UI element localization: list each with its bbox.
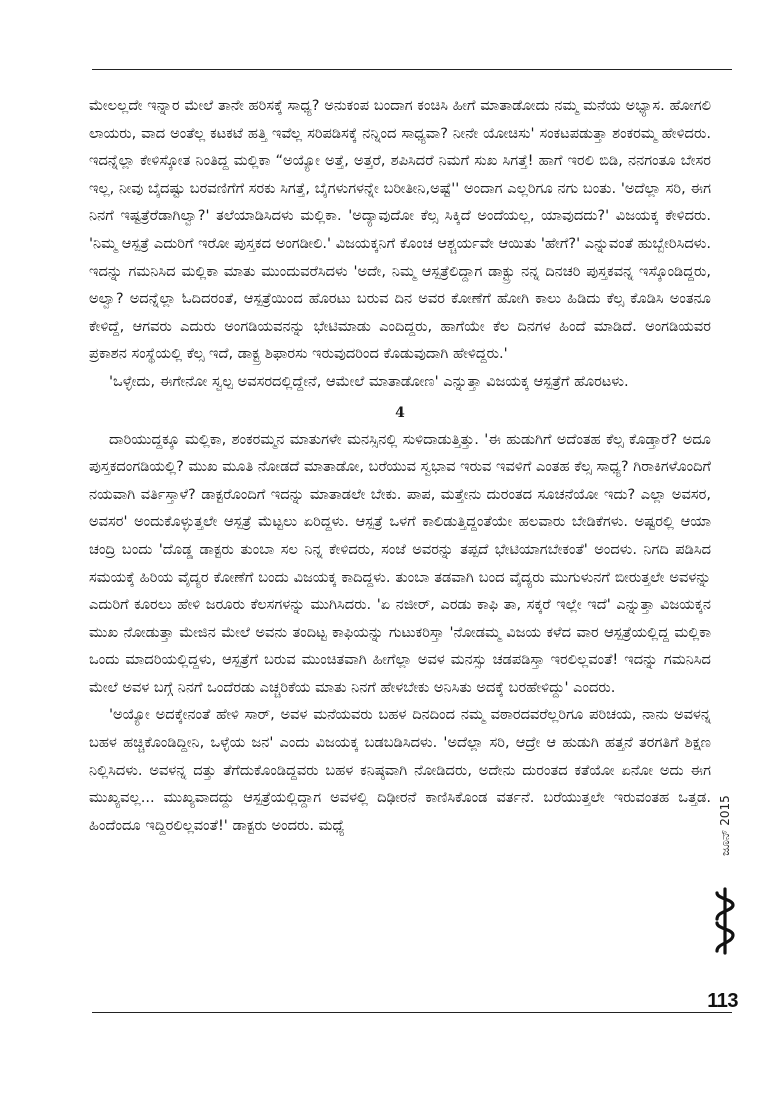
story-paragraph: 'ಒಳ್ಳೇದು, ಈಗೇನೋ ಸ್ವಲ್ಪ ಅವಸರದಲ್ಲಿದ್ದೇನೆ, ಆಮೇಲೆ ಮಾತಾಡೋಣ' ಎನ್ನುತ್ತಾ ವಿಜಯಕ್ಕ ಆಸ್ಪತ್ರೆಗೆ ಹೊರಟಳು. [109,372,629,390]
issue-date [713,770,737,880]
header-rule [92,69,732,70]
page-number: 113 [707,990,738,1012]
section-number: 4 [395,404,405,421]
story-paragraph: ದಾರಿಯುದ್ದಕ್ಕೂ ಮಲ್ಲಿಕಾ, ಶಂಕರಮ್ಮನ ಮಾತುಗಳೇ ಮನಸ್ಸಿನಲ್ಲಿ ಸುಳಿದಾಡುತ್ತಿತ್ತು. 'ಈ ಹುಡುಗಿಗೆ ಅದೆಂತಹ ಕೆಲ್ಸ ಕೊಡ್ತಾರೆ? ಅದೂ ಪುಸ್ತಕದಂಗಡಿಯಲ್ಲಿ? ಮುಖ ಮೂತಿ ನೋಡದೆ ಮಾತಾಡೋ, ಬರೆಯುವ ಸ್ವಭಾವ ಇರುವ ಇವಳಿಗೆ ಎಂತಹ ಕೆಲ್ಸ ಸಾಧ್ಯ? ಗಿರಾಕಿಗಳೊಂದಿಗೆ ನಯವಾಗಿ ವರ್ತಿಸ್ತಾಳೆ? ಡಾಕ್ಟರೊಂದಿಗೆ ಇದನ್ನು ಮಾತಾಡಲೇ ಬೇಕು. ಪಾಪ, ಮತ್ತೇನು ದುರಂತದ ಸೂಚನೆಯೋ ಇದು? ಎಲ್ಲಾ ಅವಸರ, ಅವಸರ' ಅಂದುಕೊಳ್ಳುತ್ತಲೇ ಆಸ್ಪತ್ರೆ ಮೆಟ್ಟಲು ಏರಿದ್ದಳು. ಆಸ್ಪತ್ರೆ ಒಳಗೆ ಕಾಲಿಡುತ್ತಿದ್ದಂತೆಯೇ ಹಲವಾರು ಬೇಡಿಕೆಗಳು. ಅಷ್ಟರಲ್ಲಿ ಆಯಾ ಚಂದ್ರಿ ಬಂದು 'ದೊಡ್ಡ ಡಾಕ್ಟರು ತುಂಬಾ ಸಲ ನಿನ್ನ ಕೇಳಿದರು, ಸಂಜೆ ಅವರನ್ನು ತಪ್ಪದೆ ಭೇಟಿಯಾಗಬೇಕಂತೆ' ಅಂದಳು. ನಿಗದಿ ಪಡಿಸಿದ ಸಮಯಕ್ಕೆ ಹಿರಿಯ ವೈದ್ಯರ ಕೋಣೆಗೆ ಬಂದು ವಿಜಯಕ್ಕ ಕಾದಿದ್ದಳು. ತುಂಬಾ ತಡವಾಗಿ ಬಂದ ವೈದ್ಯರು ಮುಗುಳುನಗೆ ಬೀರುತ್ತಲೇ ಅವಳನ್ನು ಎದುರಿಗೆ ಕೂರಲು ಹೇಳಿ ಜರೂರು ಕೆಲಸಗಳನ್ನು ಮುಗಿಸಿದರು. 'ಏ ನಜೀರ್, ಎರಡು ಕಾಫಿ ತಾ, ಸಕ್ಕರೆ ಇಲ್ಲೇ ಇದೆ' ಎನ್ನುತ್ತಾ ವಿಜಯಕ್ಕನ ಮುಖ ನೋಡುತ್ತಾ ಮೇಜಿನ ಮೇಲೆ ಅವನು ತಂದಿಟ್ಟ ಕಾಫಿಯನ್ನು ಗುಟುಕರಿಸ್ತಾ 'ನೋಡಮ್ಮ ವಿಜಯ ಕಳೆದ ವಾರ ಆಸ್ಪತ್ರೆಯಲ್ಲಿದ್ದ ಮಲ್ಲಿಕಾ ಒಂದು ಮಾದರಿಯಲ್ಲಿದ್ದಳು, ಆಸ್ಪತ್ರೆಗೆ ಬರುವ ಮುಂಚಿತವಾಗಿ ಹೀಗೆಲ್ಲಾ ಅವಳ ಮನಸ್ಸು ಚಡಪಡಿಸ್ತಾ ಇರಲಿಲ್ಲವಂತೆ! ಇದನ್ನು ಗಮನಿಸಿದ ಮೇಲೆ ಅವಳ ಬಗ್ಗೆ ನಿನಗೆ ಒಂದೆರಡು ಎಚ್ಚರಿಕೆಯ ಮಾತು ನಿನಗೆ ಹೇಳಬೇಕು ಅನಿಸಿತು ಅದಕ್ಕೆ ಬರಹೇಳಿದ್ದು' ಎಂದರು. [89,430,711,696]
story-paragraph: ಮೇಲಲ್ಲದೇ ಇನ್ನಾರ ಮೇಲೆ ತಾನೇ ಹರಿಸಕ್ಕೆ ಸಾಧ್ಯ? ಅನುಕಂಪ ಬಂದಾಗ ಕಂಚಿಸಿ ಹೀಗೆ ಮಾತಾಡೋದು ನಮ್ಮ ಮನೆಯ ಅಭ್ಯಾಸ. ಹೋಗಲಿ ಲಾಯರು, ವಾದ ಅಂತೆಲ್ಲ ಕಟಕಟೆ ಹತ್ತಿ ಇವೆಲ್ಲ ಸರಿಪಡಿಸಕ್ಕೆ ನನ್ನಿಂದ ಸಾಧ್ಯವಾ? ನೀನೇ ಯೋಚಿಸು' ಸಂಕಟಪಡುತ್ತಾ ಶಂಕರಮ್ಮ ಹೇಳಿದರು. ಇದನ್ನೆಲ್ಲಾ ಕೇಳಿಸ್ಕೋತ ನಿಂತಿದ್ದ ಮಲ್ಲಿಕಾ “ಅಯ್ಯೋ ಅತ್ತೆ, ಅತ್ತರೆ, ಶಪಿಸಿದರೆ ನಿಮಗೆ ಸುಖ ಸಿಗತ್ತೆ! ಹಾಗೆ ಇರಲಿ ಬಿಡಿ, ನನಗಂತೂ ಬೇಸರ ಇಲ್ಲ, ನೀವು ಬೈದಷ್ಟು ಬರವಣಿಗೆಗೆ ಸರಕು ಸಿಗತ್ತೆ, ಬೈಗಳುಗಳನ್ನೇ ಬರೀತೀನಿ,ಅಷ್ಟೆ'' ಅಂದಾಗ ಎಲ್ಲರಿಗೂ ನಗು ಬಂತು. 'ಅದೆಲ್ಲಾ ಸರಿ, ಈಗ ನಿನಗೆ ಇಷ್ಟತ್ರೆರೆಡಾಗಿಲ್ವಾ?' ತಲೆಯಾಡಿಸಿದಳು ಮಲ್ಲಿಕಾ. 'ಅದ್ಯಾವುದೋ ಕೆಲ್ಸ ಸಿಕ್ಕಿದೆ ಅಂದೆಯಲ್ಲ, ಯಾವುದದು?' ವಿಜಯಕ್ಕ ಕೇಳಿದರು. 'ನಿಮ್ಮ ಆಸ್ಪತ್ರೆ ಎದುರಿಗೆ ಇರೋ ಪುಸ್ತಕದ ಅಂಗಡೀಲಿ.' ವಿಜಯಕ್ಕನಿಗೆ ಕೊಂಚ ಆಶ್ಚರ್ಯವೇ ಆಯಿತು 'ಹೇಗೆ?' ಎನ್ನುವಂತೆ ಹುಬ್ಬೇರಿಸಿದಳು. ಇದನ್ನು ಗಮನಿಸಿದ ಮಲ್ಲಿಕಾ ಮಾತು ಮುಂದುವರೆಸಿದಳು 'ಅದೇ, ನಿಮ್ಮ ಆಸ್ಪತ್ರೆಲಿದ್ದಾಗ ಡಾಕ್ಟ್ರು ನನ್ನ ದಿನಚರಿ ಪುಸ್ತಕವನ್ನ ಇಸ್ಕೊಂಡಿದ್ದರು, ಅಲ್ವಾ? ಅದನ್ನೆಲ್ಲಾ ಓದಿದರಂತೆ, ಆಸ್ಪತ್ರೆಯಿಂದ ಹೊರಟು ಬರುವ ದಿನ ಅವರ ಕೋಣೆಗೆ ಹೋಗಿ ಕಾಲು ಹಿಡಿದು ಕೆಲ್ಸ ಕೊಡಿಸಿ ಅಂತನೂ ಕೇಳಿದ್ದೆ, ಆಗವರು ಎದುರು ಅಂಗಡಿಯವನನ್ನು ಭೇಟಿಮಾಡು ಎಂದಿದ್ದರು, ಹಾಗೆಯೇ ಕೆಲ ದಿನಗಳ ಹಿಂದೆ ಮಾಡಿದೆ. ಅಂಗಡಿಯವರ ಪ್ರಕಾಶನ ಸಂಸ್ಥೆಯಲ್ಲಿ ಕೆಲ್ಸ ಇದೆ, ಡಾಕ್ಟ್ರ ಶಿಫಾರಸು ಇರುವುದರಿಂದ ಕೊಡುವುದಾಗಿ ಹೇಳಿದ್ದರು.' [89,97,711,363]
story-column [89,92,711,839]
magazine-logo [711,885,739,957]
issue-date-text: ಜೂನ್ 2015 [717,794,732,856]
story-paragraph: 'ಅಯ್ಯೋ ಅದಕ್ಕೇನಂತೆ ಹೇಳಿ ಸಾರ್, ಅವಳ ಮನೆಯವರು ಬಹಳ ದಿನದಿಂದ ನಮ್ಮ ವಠಾರದವರೆಲ್ಲರಿಗೂ ಪರಿಚಯ, ನಾನು ಅವಳನ್ನ ಬಹಳ ಹಚ್ಚಿಕೊಂಡಿದ್ದೀನಿ, ಒಳ್ಳೆಯ ಜನ' ಎಂದು ವಿಜಯಕ್ಕ ಬಡಬಡಿಸಿದಳು. 'ಅದೆಲ್ಲಾ ಸರಿ, ಆದ್ರೇ ಆ ಹುಡುಗಿ ಹತ್ತನೆ ತರಗತಿಗೆ ಶಿಕ್ಷಣ ನಿಲ್ಲಿಸಿದಳು. ಅವಳನ್ನ ದತ್ತು ತೆಗೆದುಕೊಂಡಿದ್ದವರು ಬಹಳ ಕನಿಷ್ಠವಾಗಿ ನೋಡಿದರು, ಅದೇನು ದುರಂತದ ಕತೆಯೋ ಏನೋ ಅದು ಈಗ ಮುಖ್ಯವಲ್ಲ... ಮುಖ್ಯವಾದದ್ದು ಆಸ್ಪತ್ರೆಯಲ್ಲಿದ್ದಾಗ ಅವಳಲ್ಲಿ ದಿಢೀರನೆ ಕಾಣಿಸಿಕೊಂಡ ವರ್ತನೆ. ಬರೆಯುತ್ತಲೇ ಇರುವಂತಹ ಒತ್ತಡ. ಹಿಂದೆಂದೂ ಇದ್ದಿರಲಿಲ್ಲವಂತೆ!' ಡಾಕ್ಟರು ಅಂದರು. ಮಧ್ಯೆ [89,706,711,834]
footer-rule [92,1012,732,1013]
